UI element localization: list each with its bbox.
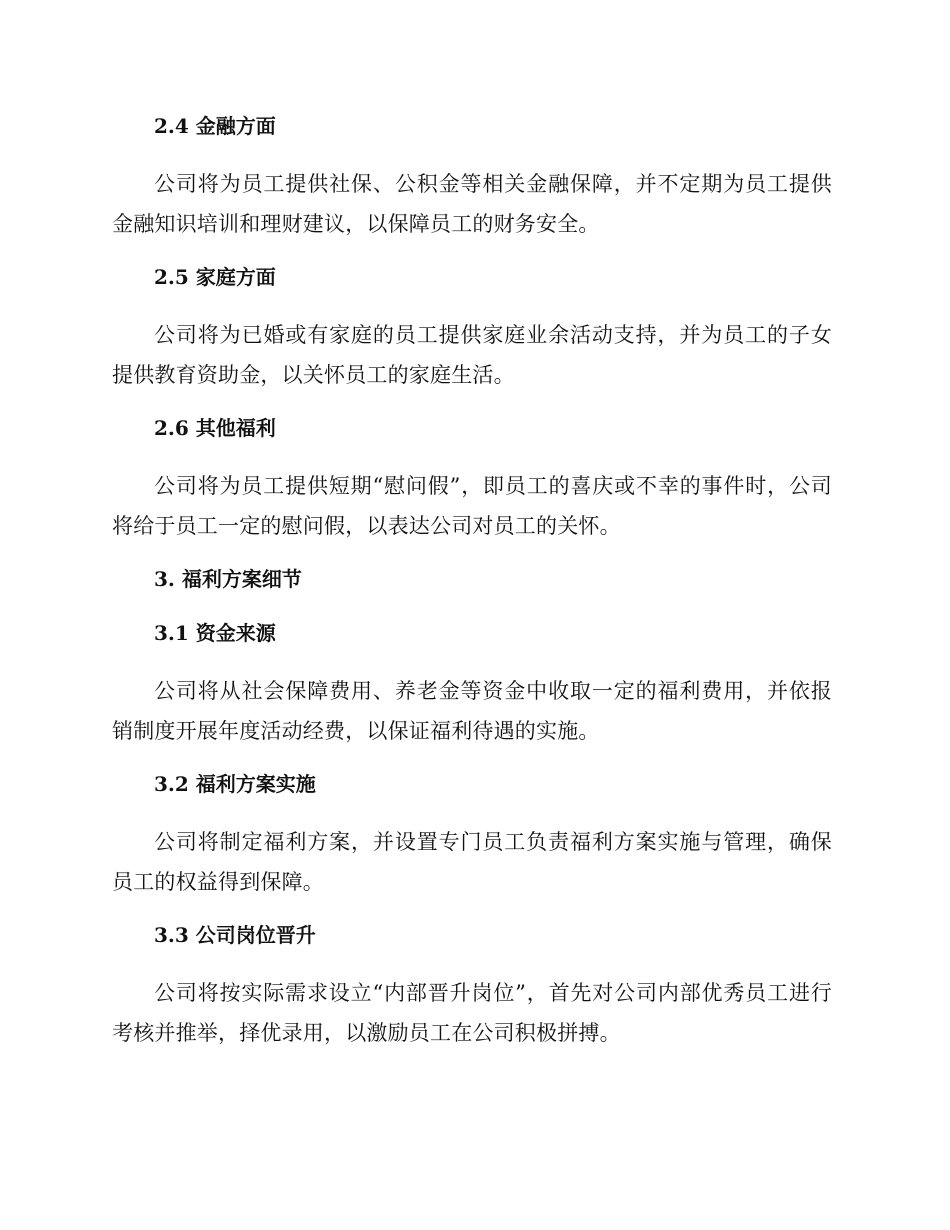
section-heading-2-5: 2.5 家庭方面 bbox=[154, 265, 276, 289]
section-heading-2-4: 2.4 金融方面 bbox=[154, 114, 276, 138]
section-paragraph-3-3: 公司将按实际需求设立“内部晋升岗位”，首先对公司内部优秀员工进行考核并推举，择优录用，以激励员工在公司积极拼搏。 bbox=[112, 981, 832, 1045]
section-heading-2-6: 2.6 其他福利 bbox=[154, 416, 276, 440]
section-heading-3-2: 3.2 福利方案实施 bbox=[154, 772, 316, 796]
section-paragraph-2-6: 公司将为员工提供短期“慰问假”，即员工的喜庆或不幸的事件时，公司将给于员工一定的慰问假，以表达公司对员工的关怀。 bbox=[112, 474, 832, 538]
section-heading-3-3: 3.3 公司岗位晋升 bbox=[154, 923, 316, 947]
section-heading-3: 3. 福利方案细节 bbox=[154, 567, 302, 591]
section-paragraph-2-4: 公司将为员工提供社保、公积金等相关金融保障，并不定期为员工提供金融知识培训和理财建议，以保障员工的财务安全。 bbox=[112, 172, 832, 236]
section-paragraph-3-2: 公司将制定福利方案，并设置专门员工负责福利方案实施与管理，确保员工的权益得到保障。 bbox=[112, 830, 832, 894]
section-paragraph-3-1: 公司将从社会保障费用、养老金等资金中收取一定的福利费用，并依报销制度开展年度活动经费，以保证福利待遇的实施。 bbox=[112, 679, 832, 743]
section-heading-3-1: 3.1 资金来源 bbox=[154, 621, 276, 645]
section-paragraph-2-5: 公司将为已婚或有家庭的员工提供家庭业余活动支持，并为员工的子女提供教育资助金，以关怀员工的家庭生活。 bbox=[112, 323, 832, 387]
document-body bbox=[112, 110, 832, 1053]
